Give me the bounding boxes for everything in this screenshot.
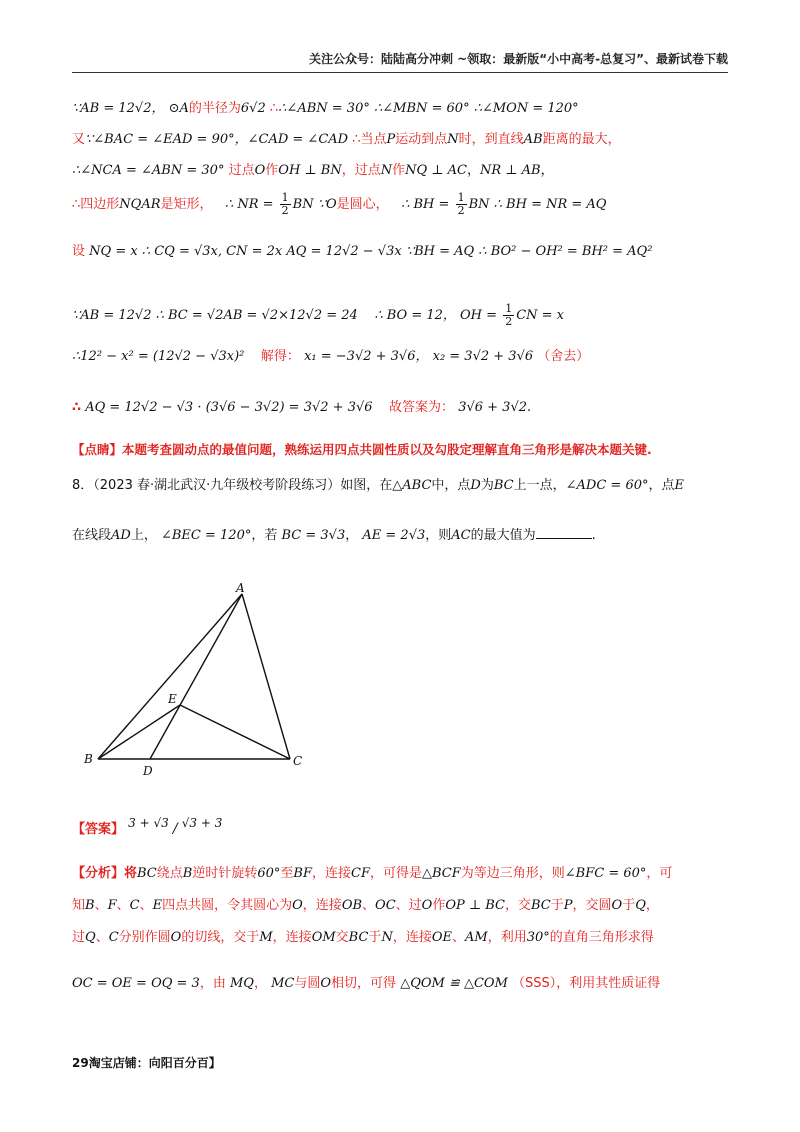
page-footer [72,1054,221,1071]
eq: OH ⊥ BN [278,163,342,178]
eq: ∵AB = 12√2， [72,101,165,116]
text: 时，到直线 [458,132,524,147]
text: 设 [72,244,86,259]
text: ∴当点 [352,132,387,147]
eq: BN [468,197,490,212]
text: 是圆心， [336,197,389,212]
eq: AQ = 12√2 − √3 · (3√6 − 3√2) = 3√2 + 3√6 [85,400,373,415]
eq: ∴ NR = [224,197,274,212]
segment-ac [242,594,290,759]
geometry-figure [80,580,320,780]
eq: 3√6 + 3√2 [458,400,528,415]
text: 作 [265,163,279,178]
eq: ∴ BO = 12， OH = [374,308,498,323]
answer-value-2: √3 + 3 [181,816,223,830]
label-b: B [84,752,93,766]
answer-separator: / [172,821,178,837]
eq: N [380,163,393,178]
answer-value-1: 3 + √3 [128,816,169,830]
eq: NQAR [119,197,161,212]
label-d: D [143,764,153,778]
eq: ∴∠ABN = 30° ∴∠MBN = 60° ∴∠MON = 120° [278,101,579,116]
text: 是矩形， [160,197,213,212]
text: 故答案为： [389,400,455,415]
analysis-line-4: OC = OE = OQ = 3，由 MQ， MC与圆O相切，可得 △QOM ≌ △COM （SSS），利用其性质证得 [72,976,661,991]
solution-line-3 [72,159,740,178]
header-text: 关注公众号：陆陆高分冲刺 ~领取：最新版“小中高考-总复习”、最新试卷下载 [309,52,728,66]
analysis-line-1: 【分析】将BC绕点B逆时针旋转60°至BF，连接CF，可得是△BCF为等边三角形，则∠BFC = 60°，可 [72,866,673,881]
label-a: A [236,581,245,595]
fraction: $\frac{1}{2}$ [457,191,465,217]
label-e: E [168,692,177,706]
segment-be [98,705,180,759]
eq: O [254,163,266,178]
solution-line-5 [72,240,740,259]
eq: ∵AB = 12√2 ∴ BC = √2AB = √2×12√2 = 24 [72,308,358,323]
answer-label: 【答案】 [72,822,125,837]
segment-ab [98,594,242,759]
segment-ec [180,705,290,759]
text: ∴四边形 [72,197,120,212]
key-point [72,440,740,458]
eq: N [447,132,459,147]
solution-line-2 [72,128,740,147]
eq: NQ = x ∴ CQ = √3x, CN = 2x AQ = 12√2 − √3x ∵BH = AQ ∴ BO² − OH² = BH² = AQ² [89,244,653,259]
problem-line-2: 在线段AD上， ∠BEC = 120°，若 BC = 3√3， AE = 2√3，则AC的最大值为 . [72,528,596,543]
solution-line-7 [72,345,740,364]
eq: NR ⊥ AB [480,163,541,178]
eq: ⊙A [168,101,189,116]
solution-line-8 [72,396,740,415]
eq: ∴ BH = [401,197,450,212]
solution-line-1: ∵AB = 12√2， ⊙A的半径为6√2 ∴∴∠ABN = 30° ∴∠MBN = 60° ∴∠MON = 120° [72,101,579,116]
text: 的半径为 [188,101,241,116]
eq: NQ ⊥ AC [405,163,467,178]
segment-ad [150,594,242,759]
analysis-line-2: 知B、F、C、E四点共圆，令其圆心为O，连接OB、OC、过O作OP ⊥ BC，交BC于P，交圆O于Q， [72,898,659,913]
text: ∴ [72,400,82,415]
text: 【点睛】本题考查圆动点的最值问题，熟练运用四点共圆性质以及勾股定理解直角三角形是解决本题关键. [72,442,652,457]
answer-blank [536,538,592,539]
text: 运动到点 [395,132,448,147]
eq: ∵∠BAC = ∠EAD = 90°，∠CAD = ∠CAD [85,132,349,147]
solution-line-6 [72,303,740,328]
eq: ∵O [317,197,337,212]
text: （舍去） [537,349,590,364]
text: . [527,400,532,415]
eq: 6√2 [240,101,266,116]
fraction: $\frac{1}{2}$ [281,191,289,217]
footer-text: 29淘宝店铺：向阳百分百】 [72,1056,221,1070]
analysis-line-3: 过Q、C分别作圆O的切线，交于M，连接OM交BC于N，连接OE、AM，利用30°的直角三角形求得 [72,930,654,945]
solution-line-4 [72,192,740,217]
page-header [72,50,728,73]
text: 又 [72,132,86,147]
problem-line-1: 8．（2023 春·湖北武汉·九年级校考阶段练习）如图，在△ABC中，点D为BC上一点，∠ADC = 60°，点E [72,478,685,493]
text: ，过点 [341,163,381,178]
eq: ∴ BH = NR = AQ [493,197,607,212]
text: 距离的最大， [542,132,621,147]
eq: P [386,132,396,147]
eq: AB [523,132,543,147]
eq: ∴∠NCA = ∠ABN = 30° [72,163,225,178]
answer-line [72,816,740,837]
eq: BN [292,197,314,212]
text: 作 [392,163,406,178]
eq: ∴12² − x² = (12√2 − √3x)² [72,349,245,364]
text: ， [540,163,554,178]
fraction: $\frac{1}{2}$ [505,302,513,328]
text: 过点 [228,163,255,178]
label-c: C [293,754,303,768]
eq: x₁ = −3√2 + 3√6， x₂ = 3√2 + 3√6 [304,349,534,364]
text: 解得： [260,349,300,364]
eq: CN = x [516,308,564,323]
text: ， [466,163,480,178]
